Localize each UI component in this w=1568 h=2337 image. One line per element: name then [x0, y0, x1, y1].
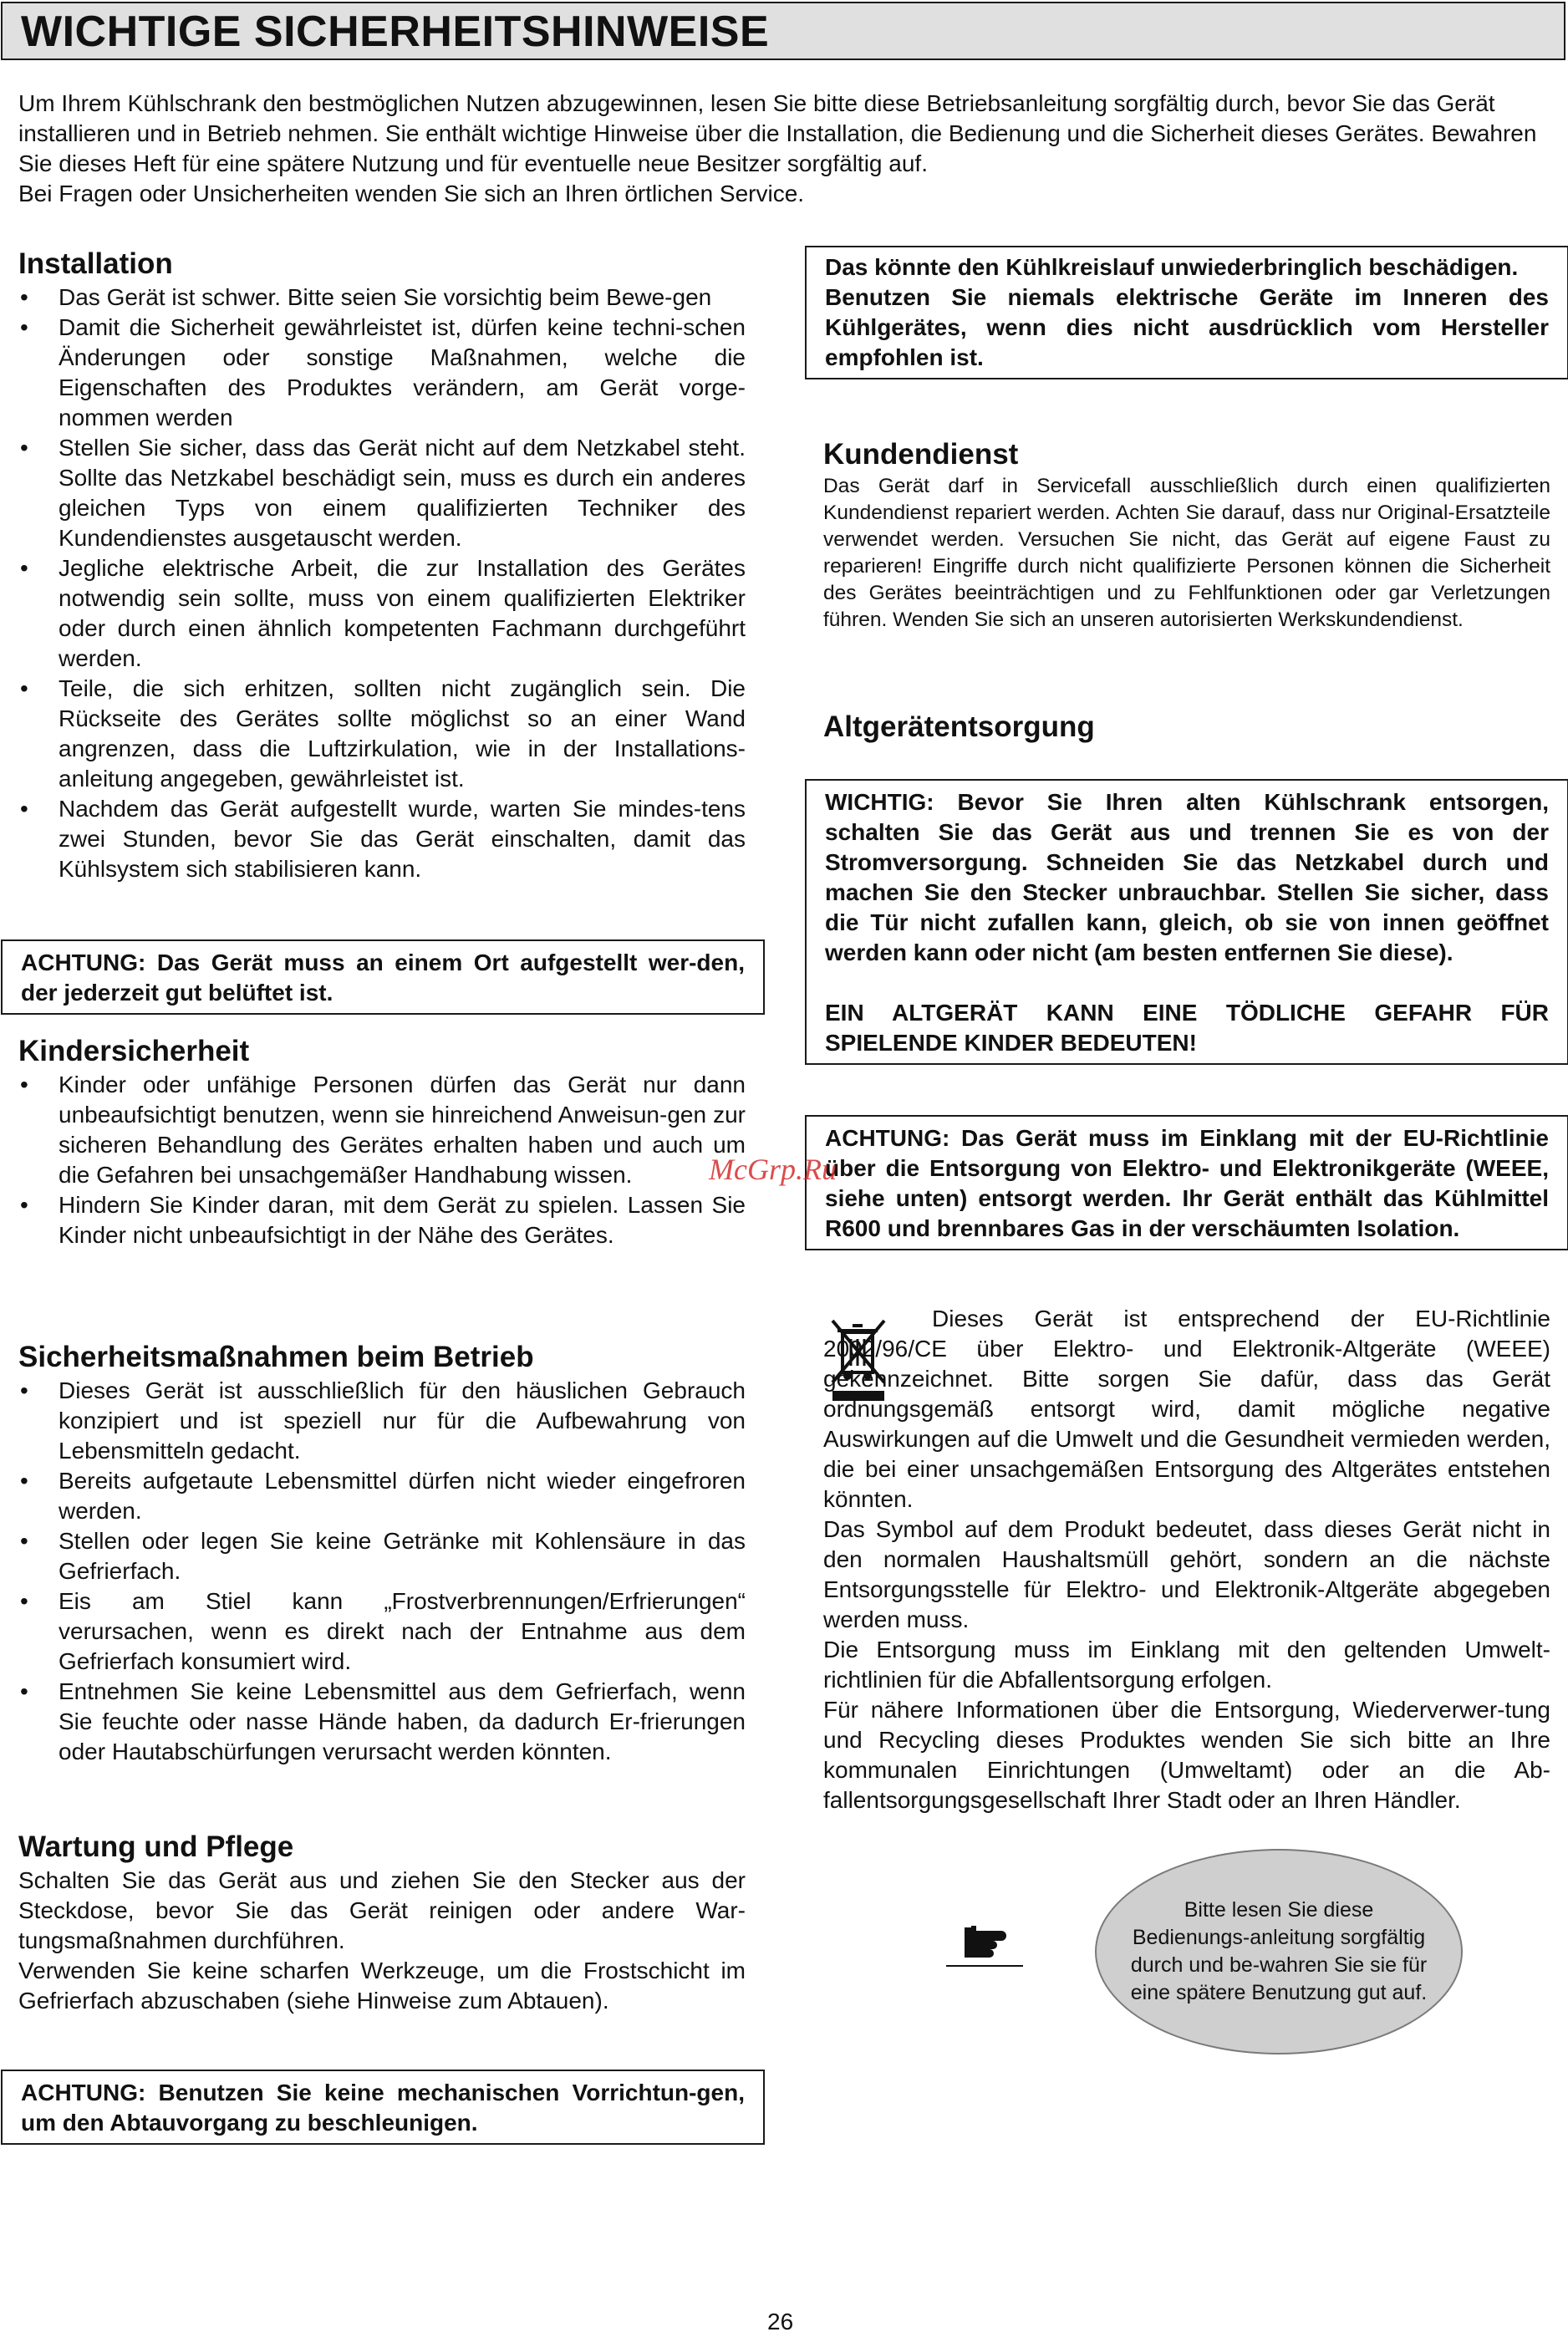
weee-warning-box: ACHTUNG: Das Gerät muss im Einklang mit der EU-Richtlinie über die Entsorgung von Elektro- und Elektronikgeräte (WEEE, siehe unten) entsorgt werden. Ihr Gerät enthält das Kühlmittel R600 und brennbares Gas in der verschäumten Isolation.	[805, 1115, 1568, 1250]
wartung-section	[18, 1829, 746, 2016]
intro-paragraph-service: Bei Fragen oder Unsicherheiten wenden Sie sich an Ihren örtlichen Service.	[18, 181, 805, 206]
betrieb-list	[18, 1376, 746, 1767]
pointing-hand-icon	[946, 1914, 1023, 1968]
wartung-paragraph: Schalten Sie das Gerät aus und ziehen Sie den Stecker aus der Steckdose, bevor Sie das Gerät reinigen oder andere War-tungsmaßnahmen durchführen.	[18, 1867, 746, 1953]
list-item: • Entnehmen Sie keine Lebensmittel aus dem Gefrierfach, wenn Sie feuchte oder nasse Hände haben, da dadurch Er-frierungen oder Hautabschürfungen verursacht werden könnten.	[20, 1678, 746, 1764]
list-item: • Kinder oder unfähige Personen dürfen das Gerät nur dann unbeaufsichtigt benutzen, wenn sie hinreichend Anweisun-gen zur sicheren Behandlung des Gerätes erhalten haben und auch um die Gefahren bei unsachgemäßer Handhabung wissen.	[20, 1072, 746, 1188]
bullet: •	[20, 675, 28, 701]
bullet: •	[20, 1528, 28, 1554]
page-title: WICHTIGE SICHERHEITSHINWEISE	[21, 8, 770, 56]
bullet: •	[20, 1468, 28, 1494]
kindersicherheit-heading: Kindersicherheit	[18, 1035, 250, 1067]
bullet: •	[20, 284, 28, 310]
list-item: • Bereits aufgetaute Lebensmittel dürfen nicht wieder eingefroren werden.	[20, 1468, 746, 1524]
list-item: • Nachdem das Gerät aufgestellt wurde, warten Sie mindes-tens zwei Stunden, bevor Sie das Gerät einschalten, damit das Kühlsystem sich stabilisieren kann.	[20, 796, 746, 882]
list-item: • Hindern Sie Kinder daran, mit dem Gerät zu spielen. Lassen Sie Kinder nicht unbeaufsichtigt in der Nähe des Gerätes.	[20, 1192, 746, 1248]
bullet: •	[20, 555, 28, 581]
weee-paragraph: Die Entsorgung muss im Einklang mit den geltenden Umwelt-richtlinien für die Abfallentsorgung erfolgen.	[823, 1637, 1550, 1693]
betrieb-heading: Sicherheitsmaßnahmen beim Betrieb	[18, 1341, 534, 1373]
left-column	[18, 246, 746, 884]
kindersicherheit-list	[18, 1070, 746, 1250]
kundendienst-section	[823, 436, 1550, 634]
installation-warning-box: ACHTUNG: Das Gerät muss an einem Ort aufgestellt wer-den, der jederzeit gut belüftet ist.	[1, 939, 765, 1015]
list-item: • Das Gerät ist schwer. Bitte seien Sie vorsichtig beim Bewe-gen	[18, 283, 746, 313]
list-item: • Teile, die sich erhitzen, sollten nicht zugänglich sein. Die Rückseite des Gerätes sollte möglichst so an einer Wand angrenzen, dass die Luftzirkulation, wie in der Installations-anleitung angegeben, gewährleistet ist.	[20, 675, 746, 792]
altgeraet-important-box: WICHTIG: Bevor Sie Ihren alten Kühlschrank entsorgen, schalten Sie das Gerät aus und trennen Sie es von der Stromversorgung. Schneiden Sie das Netzkabel durch und machen Sie den Stecker unbrauchbar. Stellen Sie sicher, dass die Tür nicht zufallen kann, gleich, ob sie von innen geöffnet werden kann oder nicht (am besten entfernen Sie diese). EIN ALTGERÄT KANN EINE TÖDLICHE GEFAHR FÜR SPIELENDE KINDER BEDEUTEN!	[805, 779, 1568, 1065]
weee-paragraph: Dieses Gerät ist entsprechend der EU-Richtlinie 2002/96/CE über Elektro- und Elektronik-Altgeräte (WEEE) gekennzeichnet. Bitte sorgen Sie dafür, dass das Gerät ordnungsgemäß entsorgt wird, damit mögliche negative Auswirkungen auf die Umwelt und die Gesundheit vermieden werden, die bei einer unsachgemäßen Entsorgung des Altgerätes entstehen könnten.	[823, 1306, 1550, 1512]
list-item: • Eis am Stiel kann „Frostverbrennungen/Erfrierungen“ verursachen, wenn es direkt nach der Entnahme aus dem Gefrierfach konsumiert wird.	[20, 1588, 746, 1674]
list-item: • Damit die Sicherheit gewährleistet ist, dürfen keine techni-schen Änderungen oder sonstige Maßnahmen, welche die Eigenschaften des Produktes verändern, am Gerät vorge-nommen werden	[20, 314, 746, 430]
intro-paragraph: Um Ihrem Kühlschrank den bestmöglichen Nutzen abzugewinnen, lesen Sie bitte diese Betriebsanleitung sorgfältig durch, bevor Sie das Gerät installieren und in Betrieb nehmen. Sie enthält wichtige Hinweise über die Installation, die Bedienung und die Sicherheit dieses Gerätes. Bewahren Sie dieses Heft für eine spätere Nutzung und für eventuelle neue Besitzer sorgfältig auf.	[18, 90, 1537, 176]
wartung-warning-box: ACHTUNG: Benutzen Sie keine mechanischen Vorrichtun-gen, um den Abtauvorgang zu beschleunigen.	[1, 2070, 765, 2145]
title-bar	[1, 2, 1565, 60]
kundendienst-heading: Kundendienst	[823, 438, 1019, 471]
intro	[18, 89, 1548, 209]
weee-paragraph: Das Symbol auf dem Produkt bedeutet, dass dieses Gerät nicht in den normalen Haushaltsmüll gehört, sondern an die nächste Entsorgungsstelle für Elektro- und Elektronik-Altgeräte abgegeben werden muss.	[823, 1516, 1550, 1632]
list-item: • Stellen oder legen Sie keine Getränke mit Kohlensäure in das Gefrierfach.	[20, 1528, 746, 1584]
wartung-heading: Wartung und Pflege	[18, 1830, 294, 1863]
weee-info	[823, 1304, 1550, 1815]
installation-heading: Installation	[18, 247, 173, 280]
kindersicherheit-section	[18, 1033, 746, 1250]
bullet: •	[20, 1588, 28, 1614]
list-item: • Stellen Sie sicher, dass das Gerät nicht auf dem Netzkabel steht. Sollte das Netzkabel beschädigt sein, muss es durch ein anderes gleichen Typs von einem qualifizierten Techniker des Kundendienstes ausgetauscht werden.	[20, 435, 746, 551]
bullet: •	[20, 1072, 28, 1097]
altgeraet-heading: Altgerätentsorgung	[823, 710, 1095, 743]
watermark: McGrp.Ru	[709, 1153, 837, 1186]
wartung-paragraph: Verwenden Sie keine scharfen Werkzeuge, um die Frostschicht im Gefrierfach abzuschaben (siehe Hinweise zum Abtauen).	[18, 1958, 746, 2014]
list-item: • Jegliche elektrische Arbeit, die zur Installation des Gerätes notwendig sein sollte, muss von einem qualifizierten Elektriker oder durch einen ähnlich kompetenten Fachmann durchgeführt werden.	[20, 555, 746, 671]
list-item: • Dieses Gerät ist ausschließlich für den häuslichen Gebrauch konzipiert und ist speziell nur für die Aufbewahrung von Lebensmitteln gedacht.	[20, 1377, 746, 1464]
bullet: •	[20, 1678, 28, 1704]
read-manual-note: Bitte lesen Sie diese Bedienungs-anleitung sorgfältig durch und be-wahren Sie sie für eine spätere Benutzung gut auf.	[1095, 1849, 1463, 2054]
page-number: 26	[767, 2309, 794, 2334]
kundendienst-text: Das Gerät darf in Servicefall ausschließlich durch einen qualifizierten Kundendienst repariert werden. Achten Sie darauf, dass nur Original-Ersatzteile verwendet werden. Versuchen Sie nicht, das Gerät auf eigene Faust zu reparieren! Eingriffe durch nicht qualifizierte Personen können die Sicherheit des Gerätes beeinträchtigen und zu Fehlfunktionen oder gar Verletzungen führen. Wenden Sie sich an unseren autorisierten Werkskundendienst.	[823, 475, 1550, 631]
betrieb-section	[18, 1339, 746, 1767]
bullet: •	[20, 435, 28, 461]
cooling-circuit-box: Das könnte den Kühlkreislauf unwiederbringlich beschädigen. Benutzen Sie niemals elektrische Geräte im Inneren des Kühlgerätes, wenn dies nicht ausdrücklich vom Hersteller empfohlen ist.	[805, 246, 1568, 379]
bullet: •	[20, 1192, 28, 1218]
installation-list	[18, 283, 746, 884]
bullet: •	[20, 796, 28, 822]
bullet: •	[20, 314, 28, 340]
bullet: •	[20, 1377, 28, 1403]
weee-paragraph: Für nähere Informationen über die Entsorgung, Wiederverwer-tung und Recycling dieses Produktes wenden Sie sich bitte an Ihre kommunalen Einrichtungen (Umweltamt) oder an die Ab-fallentsorgungsgesellschaft Ihrer Stadt oder an Ihren Händler.	[823, 1697, 1550, 1813]
